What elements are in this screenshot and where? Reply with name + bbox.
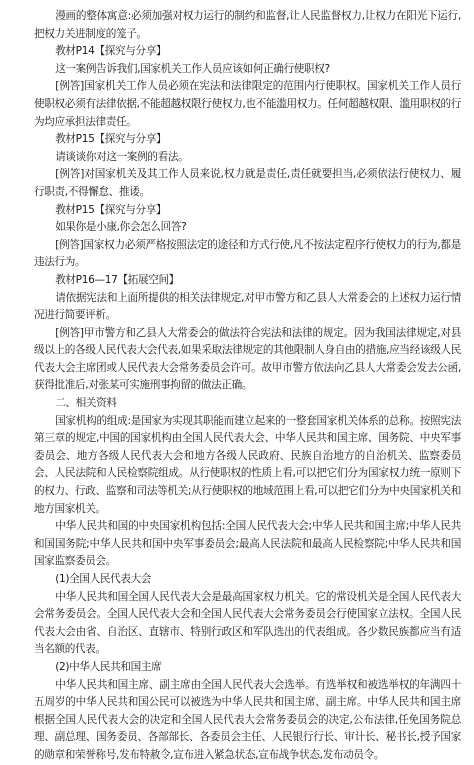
answer-p16-17: [例答]甲市警方和乙县人大常委会的做法符合宪法和法律的规定。因为我国法律规定,对县级以上的各级人民代表大会代表,如果采取法律规定的其他限制人身自由的措施,应当经该级人民代表大会主席团或人民代表大会常务委员会许可。故甲市警方依法向乙县人大常委会发去公函,获得批准后,对张某可实施刑事拘留的做法正确。 xyxy=(34,326,461,392)
answer-p15-a: [例答]对国家机关及其工作人员来说,权力就是责任,责任就要担当,必须依法行使权力、履行职责,不得懈怠、推诿。 xyxy=(34,168,461,198)
paragraph-cartoon-meaning: 漫画的整体寓意:必须加强对权力运行的制约和监督,让人民监督权力,让权力在阳光下运行,把权力关进制度的笼子。 xyxy=(34,10,461,40)
heading-textbook-p16-17: 教材P16—17【拓展空间】 xyxy=(55,273,179,286)
section-heading-related-materials: 二、相关资料 xyxy=(55,397,117,410)
question-p15-b: 如果你是小康,你会怎么回答? xyxy=(55,221,187,234)
answer-p15-b: [例答]国家权力必须严格按照法定的途径和方式行使,凡不按法定程序行使权力的行为,都是违法行为。 xyxy=(34,238,461,269)
question-p14: 这一案例告诉我们,国家机关工作人员应该如何正确行使职权? xyxy=(55,62,330,75)
question-p15-a: 请谈谈你对这一案例的看法。 xyxy=(55,150,189,163)
question-p16-17: 请依据宪法和上面所提供的相关法律规定,对甲市警方和乙县人大常委会的上述权力运行情况进行简要评析。 xyxy=(34,291,461,322)
answer-p14: [例答]国家机关工作人员必须在宪法和法律限定的范围内行使职权。国家机关工作人员行使职权必须有法律依据,不能超越权限行使权力,也不能滥用权力。任何超越权限、滥用职权的行为均应承担法律责任。 xyxy=(34,80,461,128)
paragraph-npc: 中华人民共和国全国人民代表大会是最高国家权力机关。它的常设机关是全国人民代表大会常务委员会。全国人民代表大会和全国人民代表大会常务委员会行使国家立法权。全国人民代表大会由省、自治区、直辖市、特别行政区和军队选出的代表组成。各少数民族都应当有适当名额的代表。 xyxy=(34,590,461,656)
heading-textbook-p14: 教材P14【探究与分享】 xyxy=(55,45,167,58)
heading-textbook-p15-a: 教材P15【探究与分享】 xyxy=(55,133,167,146)
subheading-president: (2)中华人民共和国主席 xyxy=(55,660,162,673)
paragraph-president: 中华人民共和国主席、副主席由全国人民代表大会选举。有选举权和被选举权的年满四十五周岁的中华人民共和国公民可以被选为中华人民共和国主席、副主席。中华人民共和国主席根据全国人民代表大会的决定和全国人民代表大会常务委员会的决定,公布法律,任免国务院总理、副总理、国务委员、各部部长、各委员会主任、人民银行行长、审计长、秘书长,授予国家的勋章和荣誉称号,发布特赦令,宣布进入紧急状态,宣布战争状态,发布动员令。 xyxy=(34,678,461,761)
heading-textbook-p15-b: 教材P15【探究与分享】 xyxy=(55,203,167,216)
paragraph-state-institutions: 国家机构的组成:是国家为实现其职能而建立起来的一整套国家机关体系的总称。按照宪法第三章的规定,中国的国家机构由全国人民代表大会、中华人民共和国主席、国务院、中央军事委员会、地方各级人民代表大会和地方各级人民政府、民族自治地方的自治机关、监察委员会、人民法院和人民检察院组成。从行使职权的性质上看,可以把它们分为国家权力统一原则下的权力、行政、监察和司法等机关;从行使职权的地域范围上看,可以把它们分为中央国家机关和地方国家机关。 xyxy=(34,414,461,515)
paragraph-central-institutions: 中华人民共和国的中央国家机构包括:全国人民代表大会;中华人民共和国主席;中华人民共和国国务院;中华人民共和国中央军事委员会;最高人民法院和最高人民检察院;中华人民共和国国家监察委员会。 xyxy=(34,520,461,568)
subheading-npc: (1)全国人民代表大会 xyxy=(55,573,152,585)
